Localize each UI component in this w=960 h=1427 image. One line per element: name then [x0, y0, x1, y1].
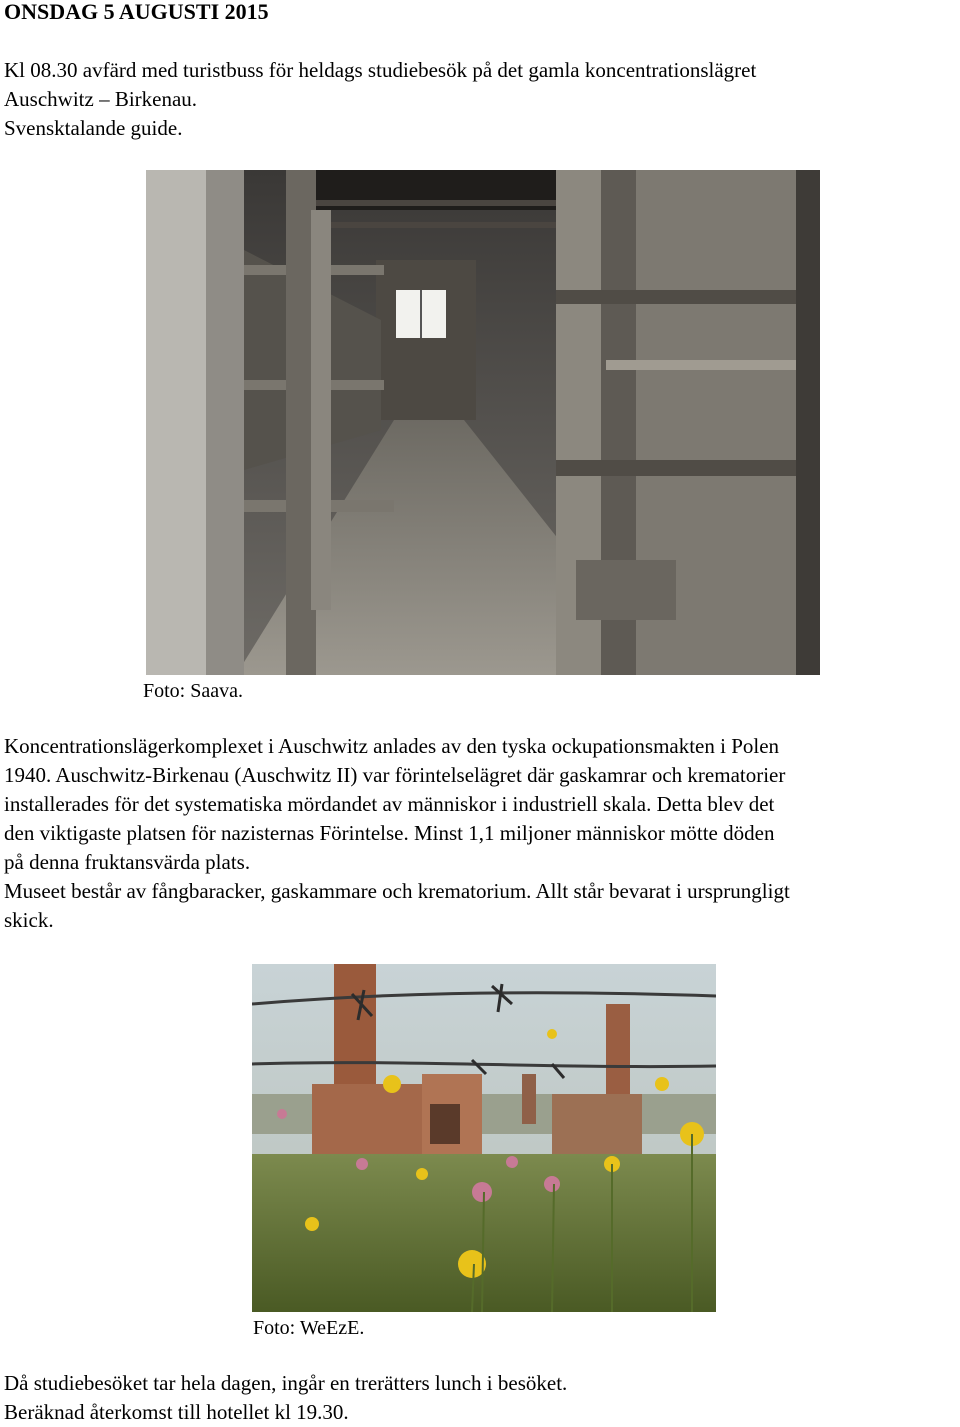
body-line-6: Museet består av fångbaracker, gaskammare och krematorium. Allt står bevarat i ursprungligt: [4, 879, 790, 903]
closing-line-1: Då studiebesöket tar hela dagen, ingår en trerätters lunch i besöket.: [4, 1371, 568, 1395]
crematorium-ruins-photo: [252, 964, 716, 1312]
intro-line-3: Svensktalande guide.: [4, 116, 183, 140]
intro-line-2: Auschwitz – Birkenau.: [4, 87, 198, 111]
body-line-4: den viktigaste platsen för nazisternas Förintelse. Minst 1,1 miljoner människor mötte döden: [4, 821, 775, 845]
body-line-5: på denna fruktansvärda plats.: [4, 850, 251, 874]
intro-line-1: Kl 08.30 avfärd med turistbuss för heldags studiebesök på det gamla koncentrationslägret: [4, 58, 757, 82]
photo1-caption: Foto: Saava.: [143, 680, 243, 702]
barracks-interior-photo: [146, 170, 820, 675]
body-line-3: installerades för det systematiska mördandet av människor i industriell skala. Detta blev det: [4, 792, 775, 816]
body-line-7: skick.: [4, 908, 54, 932]
body-line-2: 1940. Auschwitz-Birkenau (Auschwitz II) var förintelselägret där gaskamrar och krematorier: [4, 763, 786, 787]
page-heading: ONSDAG 5 AUGUSTI 2015: [4, 0, 269, 24]
closing-line-2: Beräknad återkomst till hotellet kl 19.30.: [4, 1400, 349, 1424]
body-line-1: Koncentrationslägerkomplexet i Auschwitz anlades av den tyska ockupationsmakten i Polen: [4, 734, 780, 758]
photo2-caption: Foto: WeEzE.: [253, 1317, 365, 1339]
